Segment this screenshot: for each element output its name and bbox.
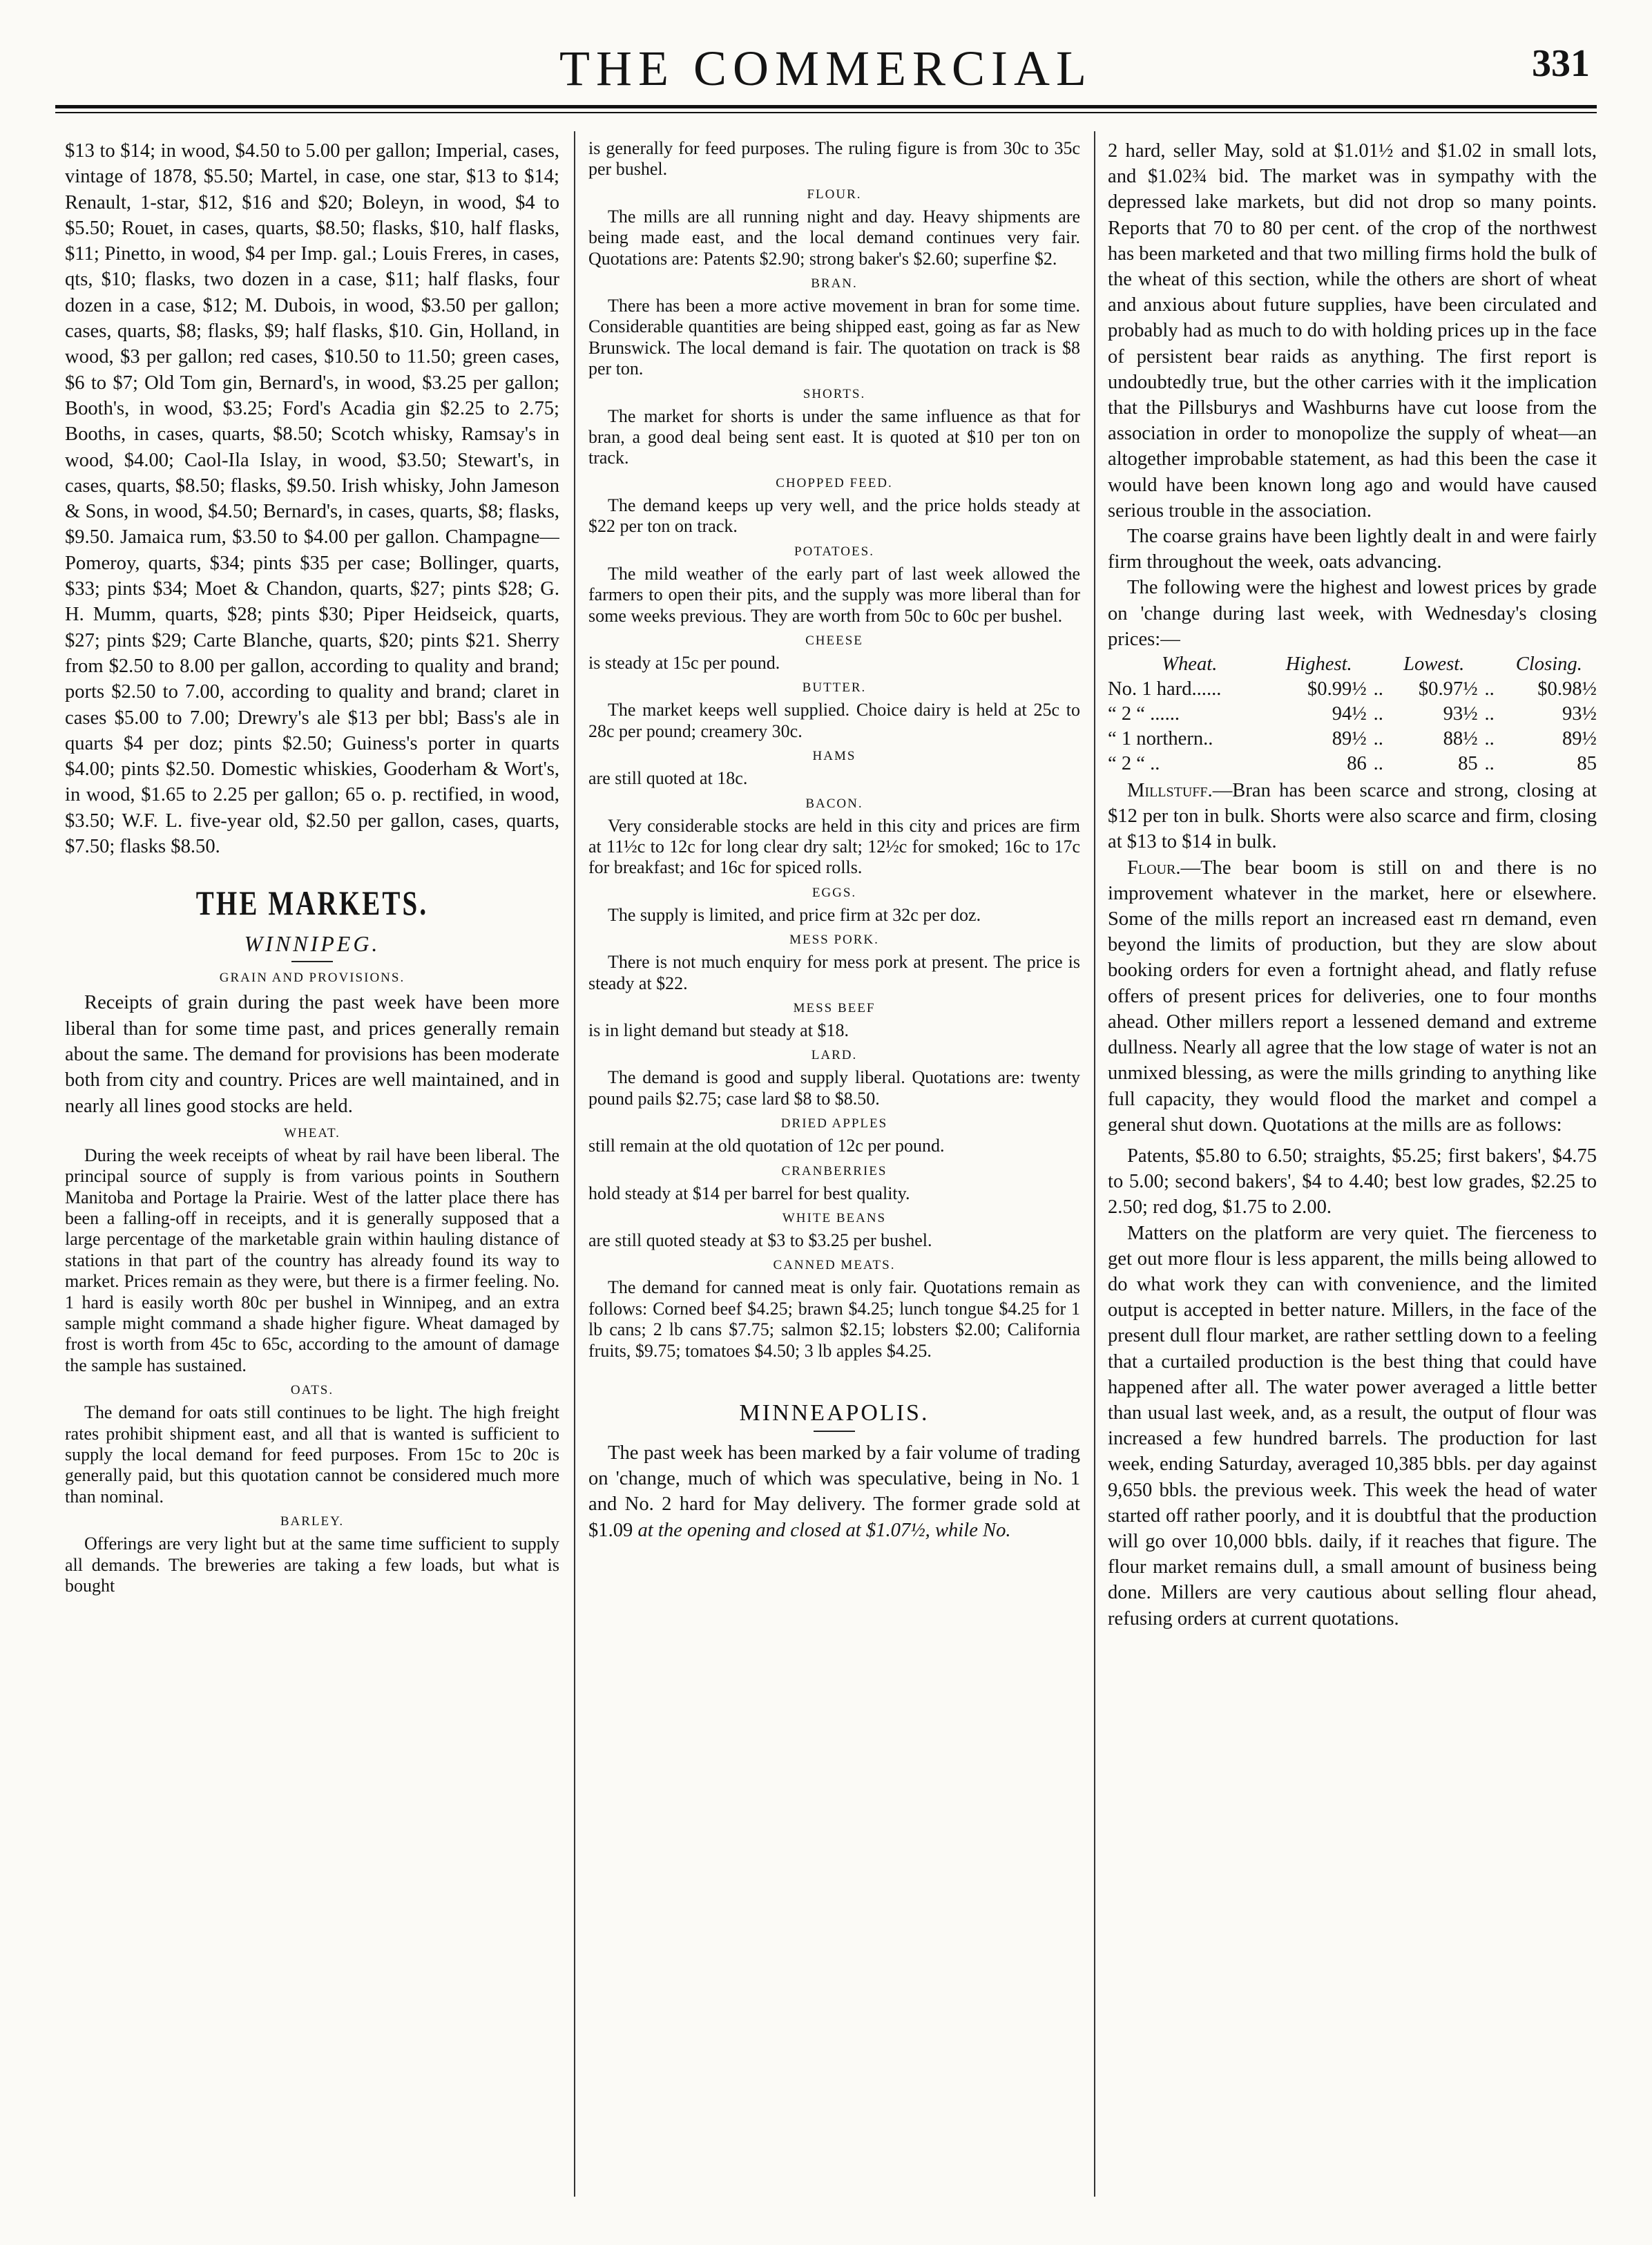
flour-heading: FLOUR.: [807, 187, 862, 202]
barley-heading: BARLEY.: [280, 1514, 345, 1529]
closing-cell: 93½: [1562, 703, 1597, 725]
table-row: [1108, 677, 1597, 702]
closing-cell: 85: [1577, 753, 1597, 775]
oats-heading: OATS.: [290, 1383, 334, 1398]
highest-cell: 86: [1347, 753, 1367, 775]
minneapolis-text: [588, 1440, 1080, 1543]
canned-meats-text: The demand for canned meat is only fair. Quotations remain as follows: Corned beef $4.25; brawn $4.25; lunch tongue $4.25 for 1 lb cans; 2 lb cans $7.75; salmon $2.15; lobsters $2.00; California fruits, $9.75; tomatoes $4.50; 3 lb apples $4.25.: [588, 1277, 1080, 1361]
separator-cell: ..: [1484, 728, 1495, 750]
dried-apples-heading: DRIED APPLES: [780, 1116, 888, 1131]
potatoes-text: The mild weather of the early part of last week allowed the farmers to open their pits, and the supply was more liberal than for some weeks previous. They are worth from 50c to 60c per bushel.: [588, 563, 1080, 626]
eggs-heading: EGGS.: [811, 885, 857, 900]
lard-heading: LARD.: [811, 1048, 858, 1063]
dried-apples-text: still remain at the old quotation of 12c per pound.: [588, 1136, 945, 1156]
bran-text: There has been a more active movement in bran for some time. Considerable quantities are being shipped east, going as far as New Brunswick. The local demand is fair. The quotation on track is $8 per ton.: [588, 296, 1080, 379]
eggs-text: The supply is limited, and price firm at 32c per doz.: [608, 904, 981, 925]
canned-meats-heading: CANNED MEATS.: [773, 1258, 896, 1273]
lowest-cell: $0.97½: [1418, 678, 1478, 700]
mess-beef-heading: MESS BEEF: [793, 1000, 876, 1015]
lard-text: The demand is good and supply liberal. Quotations are: twenty pound pails $2.75; case lard $8 to $8.50.: [588, 1067, 1080, 1109]
white-beans-heading: WHITE BEANS: [782, 1211, 887, 1225]
millstuff-text: —Bran has been scarce and strong, closing at $12 per ton in bulk. Shorts were also scarce and firm, closing at $13 to $14 in bulk.: [1108, 780, 1597, 853]
shorts-text: The market for shorts is under the same influence as that for bran, a good deal being sent east. It is quoted at $10 per ton on track.: [588, 405, 1080, 468]
shorts-heading: SHORTS.: [803, 386, 866, 401]
grain-text: Receipts of grain during the past week have been more liberal than for some time past, and prices generally remain about the same. The demand for provisions has been moderate both from city and country. Prices are well maintained, and in nearly all lines good stocks are held.: [65, 992, 559, 1117]
table-header-row: [1108, 652, 1597, 677]
section-dash: [814, 1431, 855, 1432]
markets-heading: THE MARKETS.: [195, 883, 429, 923]
grade-cell: No. 1 hard......: [1108, 678, 1222, 700]
flour-text: —The bear boom is still on and there is no improvement whatever in the market, here or elsewhere. Some of the mills report an increased east rn demand, even beyond the limits of production, but they are slow about booking orders for even a fortnight ahead, and flatly refuse offers of present prices for deliveries, one to four months ahead. Other millers report a lessened demand and extreme dullness. Nearly all agree that the low stage of water is not an unmixed blessing, as were the mills grinding to anything like full capacity, they would flood the market and compel a general shut down. Quotations at the mills are as follows:: [1108, 857, 1597, 1136]
platform-text: Matters on the platform are very quiet. The fierceness to get out more flour is less apparent, the mills being allowed to do what work they can with convenience, and the limited output is accepted in better nature. Millers, in the face of the present dull flour market, are rather settling down to a feeling that a curtailed production is the best thing that could have happened after all. The water power averaged a little better than usual last week, and, as a result, the output of flour was increased a few hundred barrels. The production for last week, ending Saturday, averaged 10,385 bbls. per day against 9,650 bbls. the previous week. This week the head of water started off rather poorly, and it is doubtful that the production will go over 10,000 bbls. daily, if it reaches that figure. The flour market remains dull, a small amount of business being done. Millers are very cautious about selling flour ahead, refusing orders at current quotations.: [1108, 1222, 1597, 1630]
lowest-cell: 93½: [1443, 703, 1478, 725]
separator-cell: ..: [1484, 753, 1495, 775]
grain-heading: GRAIN AND PROVISIONS.: [219, 971, 405, 986]
white-beans-text: are still quoted steady at $3 to $3.25 per bushel.: [588, 1230, 932, 1250]
wheat-text: During the week receipts of wheat by rail have been liberal. The principal source of supply is from various points in Southern Manitoba and Portage la Prairie. West of the latter place there has been a falling-off in receipts, and it is generally supposed that a large percentage of the marketable grain within hauling distance of stations in that part of the country has already found its way to market. Prices remain as they were, but there is a firmer feeling. No. 1 hard is easily worth 80c per bushel in Winnipeg, and an extra sample might command a shade higher figure. Wheat damaged by frost is worth from 45c to 65c, according to the amount of damage the sample has sustained.: [65, 1145, 559, 1375]
column-divider: [1094, 131, 1095, 2197]
header-rule: [55, 105, 1597, 108]
bacon-heading: BACON.: [805, 796, 863, 811]
table-header-wheat: Wheat.: [1162, 653, 1218, 676]
highest-cell: $0.99½: [1307, 678, 1367, 700]
separator-cell: ..: [1373, 753, 1383, 775]
separator-cell: ..: [1373, 728, 1383, 750]
bran-heading: BRAN.: [811, 276, 858, 292]
flour-quotations: Patents, $5.80 to 6.50; straights, $5.25; first bakers', $4.75 to 5.00; second bakers', $4 to 4.40; best low grades, $2.25 to 2.50; red dog, $1.75 to 2.00.: [1108, 1145, 1597, 1219]
column-divider: [574, 131, 575, 2197]
hams-text: are still quoted at 18c.: [588, 768, 748, 789]
closing-cell: 89½: [1562, 728, 1597, 750]
closing-cell: $0.98½: [1537, 678, 1597, 700]
potatoes-heading: POTATOES.: [794, 544, 874, 559]
liquor-prices-text: $13 to $14; in wood, $4.50 to 5.00 per gallon; Imperial, cases, vintage of 1878, $5.50; Martel, in case, one star, $13 to $14; Renault, 1-star, $12, $16 and $20; Boleyn, in wood, $4 to $5.50; Rouet, in cases, quarts, $8.50; flasks, $10, half flasks, $11; Pinetto, in wood, $4 per Imp. gal.; Louis Freres, in cases, qts, $10; flasks, two dozen in a case, $11; half flasks, four dozen in a case, $12; M. Dubois, in wood, $3.50 per gallon; cases, quarts, $8; flasks, $9; half flasks, $10. Gin, Holland, in wood, $3 per gallon; red cases, $10.50 to 11.50; green cases, $6 to $7; Old Tom gin, Bernard's, in wood, $3.25 per gallon; Booth's, in wood, $3.25; Ford's Acadia gin $2.25 to 2.75; Booths, in cases, quarts, $8.50; Scotch whisky, Ramsay's in wood, $4.00; Caol-Ila Islay, in wood, $3.50; Stewart's, in cases, quarts, $8.50; flasks, $9.50. Irish whisky, John Jameson & Sons, in wood, $4.50; Bernard's, in cases, quarts, $8; flasks, $9.50. Jamaica rum, $3.50 to $4.00 per gallon. Champagne—Pomeroy, quarts, $34; pints $35 per case; Bollinger, quarts, $33; pints $34; Moet & Chandon, quarts, $27; pints $28; G. H. Mumm, quarts, $28; pints $30; Piper Heidseick, quarts, $27; pints $29; Carte Blanche, quarts, $20; pints $21. Sherry from $2.50 to 8.00 per gallon, according to quality and brand; ports $2.50 to 7.00, according to quality and brand; claret in cases $5.00 to 7.00; Drewry's ale $13 per bbl; Bass's ale in quarts $4 per doz; pints $2.50; Guiness's porter in quarts $4.00; pints $2.50. Domestic whiskies, Gooderham & Wort's, in wood, $1.65 to 2.25 per gallon; 65 o. p. rectified, in wood, $3.50; W.F. L. five-year old, $2.50 per gallon, cases, quarts, $7.50; flasks $8.50.: [65, 140, 559, 858]
minneapolis-text-italic: at the opening and closed at $1.07½, while No.: [637, 1519, 1011, 1541]
cranberries-text: hold steady at $14 per barrel for best quality.: [588, 1183, 910, 1203]
grade-cell: “ 1 northern..: [1108, 728, 1213, 750]
chopped-feed-heading: CHOPPED FEED.: [776, 475, 893, 490]
separator-cell: ..: [1373, 678, 1383, 700]
highest-cell: 89½: [1332, 728, 1367, 750]
mess-pork-text: There is not much enquiry for mess pork at present. The price is steady at $22.: [588, 952, 1080, 993]
chopped-feed-text: The demand keeps up very well, and the price holds steady at $22 per ton on track.: [588, 495, 1080, 537]
millstuff-label: Millstuff.: [1127, 780, 1213, 802]
masthead-title: THE COMMERCIAL: [559, 41, 1093, 96]
flour-paragraph: [1108, 855, 1597, 1138]
butter-heading: BUTTER.: [802, 680, 867, 696]
price-table-intro: The following were the highest and lowest prices by grade on 'change during last week, with Wednesday's closing prices:—: [1108, 577, 1597, 650]
grade-cell: “ 2 “ ......: [1108, 703, 1180, 725]
flour-text: The mills are all running night and day. Heavy shipments are being made east, and the local demand continues very fair. Quotations are: Patents $2.90; strong baker's $2.60; superfine $2.: [588, 206, 1080, 269]
separator-cell: ..: [1484, 703, 1495, 725]
millstuff-paragraph: [1108, 778, 1597, 855]
wheat-price-table: [1108, 652, 1597, 776]
flour-label: Flour.: [1127, 857, 1181, 879]
barley-continued-text: is generally for feed purposes. The ruling figure is from 30c to 35c per bushel.: [588, 138, 1080, 180]
table-row: [1108, 752, 1597, 776]
hams-heading: HAMS: [812, 749, 856, 764]
table-row: [1108, 702, 1597, 727]
section-dash: [291, 961, 333, 962]
lowest-cell: 85: [1458, 753, 1478, 775]
separator-cell: ..: [1373, 703, 1383, 725]
cheese-text: is steady at 15c per pound.: [588, 652, 780, 673]
minneapolis-heading: MINNEAPOLIS.: [739, 1400, 930, 1426]
coarse-grains-text: The coarse grains have been lightly dealt in and were fairly firm throughout the week, oats advancing.: [1108, 526, 1597, 573]
butter-text: The market keeps well supplied. Choice dairy is held at 25c to 28c per pound; creamery 30c.: [588, 700, 1080, 741]
mess-beef-text: is in light demand but steady at $18.: [588, 1020, 849, 1040]
separator-cell: ..: [1484, 678, 1495, 700]
table-header-closing: Closing.: [1515, 653, 1582, 676]
barley-text: Offerings are very light but at the same time sufficient to supply all demands. The breweries are taking a few loads, but what is bought: [65, 1534, 559, 1596]
column-1: [65, 138, 559, 2197]
cheese-heading: CHEESE: [805, 633, 863, 648]
header-rule-thin: [55, 112, 1597, 113]
page-header: [55, 36, 1597, 112]
bacon-text: Very considerable stocks are held in this city and prices are firm at 11½c to 12c for long clear dry salt; 12½c for smoked; 16c to 17c for breakfast; and 16c for spiced rolls.: [588, 815, 1080, 878]
mess-pork-heading: MESS PORK.: [789, 933, 879, 948]
table-row: [1108, 727, 1597, 752]
highest-cell: 94½: [1332, 703, 1367, 725]
lowest-cell: 88½: [1443, 728, 1478, 750]
column-3: [1108, 138, 1597, 2197]
oats-text: The demand for oats still continues to be light. The high freight rates prohibit shipment east, and all that is wanted is sufficient to supply the local demand for feed purposes. From 15c to 20c is generally paid, but this quotation cannot be considered much more than nominal.: [65, 1402, 559, 1507]
minneapolis-continued-text: 2 hard, seller May, sold at $1.01½ and $1.02 in small lots, and $1.02¾ bid. The market was in sympathy with the depressed lake markets, but did not drop so many points. Reports that 70 to 80 per cent. of the crop of the northwest has been marketed and that two milling firms hold the bulk of the wheat of this section, while the others are short of wheat and anxious about future supplies, have been circulated and probably had as much to do with holding prices up in the face of persistent bear raids as anything. The first report is undoubtedly true, but the other carries with it the implication that the Pillsburys and Washburns have cut loose from the association in order to monopolize the supply of wheat—an altogether improbable statement, as had this been the case it would have been known long ago and would have caused serious trouble in the association.: [1108, 140, 1597, 522]
table-header-highest: Highest.: [1285, 653, 1352, 676]
cranberries-heading: CRANBERRIES: [781, 1163, 887, 1178]
column-2: [588, 138, 1080, 2197]
page-number: 331: [1532, 42, 1590, 85]
wheat-heading: WHEAT.: [284, 1125, 340, 1140]
winnipeg-heading: WINNIPEG.: [244, 931, 381, 957]
table-header-lowest: Lowest.: [1403, 653, 1465, 676]
grade-cell: “ 2 “ ..: [1108, 753, 1160, 775]
minneapolis-text-plain: The past week has been marked by a fair volume of trading on 'change, much of which was speculative, being in No. 1 and No. 2 hard for May delivery. The former grade sold at $1.09: [588, 1442, 1080, 1541]
